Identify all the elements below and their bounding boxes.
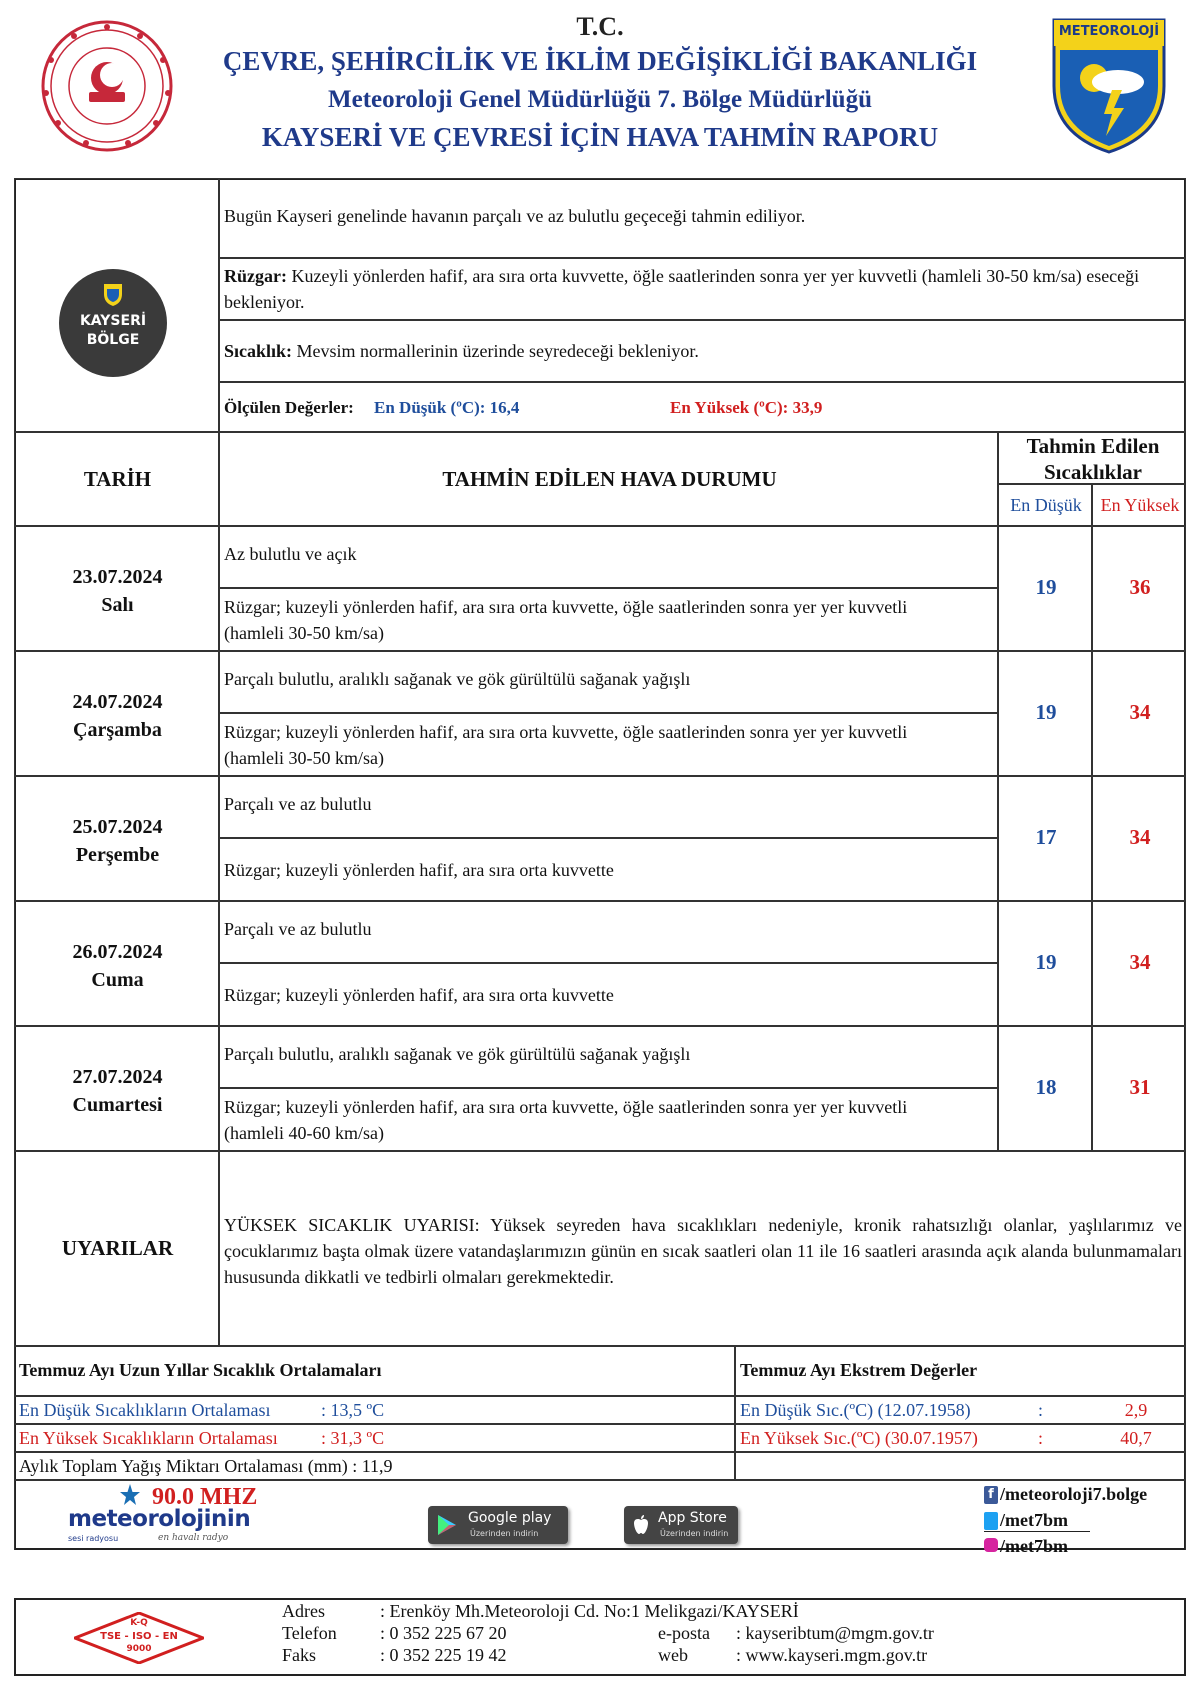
day-min-cell	[998, 1026, 1092, 1151]
today-temp-cell	[219, 320, 1186, 382]
day-date-cell	[14, 901, 219, 1026]
address-label: Adres	[282, 1601, 325, 1621]
header-max: En Yüksek	[1100, 495, 1180, 515]
day-wind: Rüzgar; kuzeyli yönlerden hafif, ara sıra orta kuvvette, öğle saatlerinden sonra yer yer kuvvetli (hamleli 40-60 km/sa)	[224, 1097, 908, 1143]
warnings-label-cell	[14, 1151, 219, 1346]
day-date: 23.07.2024	[72, 566, 163, 588]
averages-min-cell	[14, 1396, 735, 1424]
badge-shield-icon	[103, 283, 123, 307]
header-temps-title-2: Sıcaklıklar	[1043, 460, 1143, 484]
header-date-cell	[14, 432, 219, 526]
averages-title: Temmuz Ayı Uzun Yıllar Sıcaklık Ortalamaları	[19, 1360, 382, 1380]
today-temp	[224, 338, 1174, 364]
header-forecast-cell	[219, 432, 998, 526]
header-tc: T.C.	[576, 12, 624, 41]
app-store-button[interactable]	[624, 1506, 738, 1544]
warnings-text-cell	[219, 1151, 1186, 1346]
meteorology-logo	[1050, 16, 1168, 156]
google-play-icon	[436, 1514, 458, 1536]
email-value[interactable]: : kayseribtum@mgm.gov.tr	[736, 1623, 934, 1643]
twitter-link[interactable]	[984, 1510, 1090, 1532]
day-sky-cell	[219, 1026, 998, 1088]
radio-sub: sesi radyosu	[68, 1534, 119, 1543]
measured-label: Ölçülen Değerler:	[224, 398, 354, 417]
today-wind-label: Rüzgar:	[224, 266, 287, 286]
header-directorate: Meteoroloji Genel Müdürlüğü 7. Bölge Müdürlüğü	[328, 86, 872, 113]
warnings-label: UYARILAR	[61, 1236, 174, 1260]
day-min-cell	[998, 651, 1092, 776]
extremes-max-cell	[735, 1424, 1186, 1452]
app-store-title: App Store	[658, 1510, 727, 1526]
day-max: 34	[1129, 700, 1151, 724]
meteorology-logo-text: METEOROLOJİ	[1058, 24, 1160, 39]
region-badge-cell	[14, 178, 219, 432]
day-min: 18	[1035, 1075, 1057, 1099]
extremes-min-label: En Düşük Sıc.(ºC) (12.07.1958)	[740, 1400, 971, 1420]
day-sky: Parçalı ve az bulutlu	[224, 794, 372, 814]
extremes-min-cell	[735, 1396, 1186, 1424]
day-name: Salı	[101, 594, 134, 616]
google-play-title: Google play	[468, 1510, 552, 1526]
day-date-cell	[14, 526, 219, 651]
day-wind: Rüzgar; kuzeyli yönlerden hafif, ara sıra orta kuvvette, öğle saatlerinden sonra yer yer kuvvetli (hamleli 30-50 km/sa)	[224, 722, 908, 768]
day-date-cell	[14, 776, 219, 901]
day-wind: Rüzgar; kuzeyli yönlerden hafif, ara sıra orta kuvvette	[224, 985, 614, 1005]
day-wind: Rüzgar; kuzeyli yönlerden hafif, ara sıra orta kuvvette, öğle saatlerinden sonra yer yer kuvvetli (hamleli 30-50 km/sa)	[224, 597, 908, 643]
extremes-min-sep: :	[1038, 1400, 1044, 1420]
day-sky: Parçalı bulutlu, aralıklı sağanak ve gök gürültülü sağanak yağışlı	[224, 669, 691, 689]
day-date-cell	[14, 1026, 219, 1151]
twitter-handle: /met7bm	[1000, 1510, 1068, 1530]
header-max-cell	[1092, 484, 1186, 526]
day-name: Cumartesi	[72, 1094, 163, 1116]
header-temps-cell	[998, 432, 1186, 484]
radio-slogan: en havalı radyo	[158, 1533, 229, 1543]
extremes-max-label: En Yüksek Sıc.(ºC) (30.07.1957)	[740, 1428, 978, 1448]
extremes-title: Temmuz Ayı Ekstrem Değerler	[740, 1360, 978, 1380]
measured-min: En Düşük (ºC): 16,4	[374, 398, 520, 417]
apple-icon	[632, 1514, 650, 1536]
day-min-cell	[998, 526, 1092, 651]
address-value: : Erenköy Mh.Meteoroloji Cd. No:1 Melikgazi/KAYSERİ	[380, 1601, 799, 1621]
warnings-text: YÜKSEK SICAKLIK UYARISI: Yüksek seyreden hava sıcaklıkları nedeniyle, kronik rahatsızlığı olanlar, yaşlılarımız ve çocuklarımız başta olmak üzere vatandaşlarımızın günün en sıcak saatleri olan 11 ile 16 saatleri arasında açık alanda bulunmamaları hususunda dikkatli ve tedbirli olmaları gerekmektedir.	[224, 1215, 1182, 1287]
averages-max-label: En Yüksek Sıcaklıkların Ortalaması	[19, 1428, 278, 1448]
day-date: 26.07.2024	[72, 941, 163, 963]
day-min: 19	[1035, 950, 1057, 974]
fax-label: Faks	[282, 1645, 317, 1665]
day-date-cell	[14, 651, 219, 776]
day-min-cell	[998, 776, 1092, 901]
instagram-icon	[984, 1538, 998, 1552]
cert-9000: 9000	[126, 1644, 152, 1654]
today-wind	[224, 263, 1174, 315]
tse-certification	[74, 1612, 204, 1664]
app-store-sub: Üzerinden indirin	[660, 1529, 729, 1538]
day-wind-cell	[219, 1088, 998, 1151]
day-date: 24.07.2024	[72, 691, 163, 713]
day-date: 25.07.2024	[72, 816, 163, 838]
today-wind-text: Kuzeyli yönlerden hafif, ara sıra orta kuvvette, öğle saatlerinden sonra yer yer kuvvetli (hamleli 30-50 km/sa) eseceği bekleniyor.	[224, 266, 1140, 312]
google-play-button[interactable]	[428, 1506, 568, 1544]
radio-frequency: 90.0 MHZ	[152, 1484, 258, 1510]
day-max: 31	[1129, 1075, 1151, 1099]
day-sky: Parçalı bulutlu, aralıklı sağanak ve gök gürültülü sağanak yağışlı	[224, 1044, 691, 1064]
day-max-cell	[1092, 526, 1186, 651]
measured-max: En Yüksek (ºC): 33,9	[670, 398, 823, 417]
web-value[interactable]: : www.kayseri.mgm.gov.tr	[736, 1645, 928, 1665]
averages-max-value: : 31,3 ºC	[321, 1428, 385, 1448]
phone-value: : 0 352 225 67 20	[380, 1623, 507, 1643]
day-max-cell	[1092, 776, 1186, 901]
header-temps-title-1: Tahmin Edilen	[1026, 434, 1160, 458]
averages-min-value: : 13,5 ºC	[321, 1400, 385, 1420]
radio-logo[interactable]	[60, 1484, 290, 1546]
cert-tse: TSE - ISO - EN	[100, 1631, 178, 1642]
fax-value: : 0 352 225 19 42	[380, 1645, 507, 1665]
day-max: 34	[1129, 825, 1151, 849]
twitter-icon	[984, 1512, 998, 1530]
header-report-title: KAYSERİ VE ÇEVRESİ İÇİN HAVA TAHMİN RAPORU	[261, 122, 939, 152]
today-measured-cell	[219, 382, 1186, 432]
day-sky: Parçalı ve az bulutlu	[224, 919, 372, 939]
averages-rain: Aylık Toplam Yağış Miktarı Ortalaması (mm) : 11,9	[19, 1456, 393, 1476]
day-name: Çarşamba	[73, 719, 162, 741]
averages-min-label: En Düşük Sıcaklıkların Ortalaması	[19, 1400, 271, 1420]
header-ministry: ÇEVRE, ŞEHİRCİLİK VE İKLİM DEĞİŞİKLİĞİ BAKANLIĞI	[222, 46, 978, 76]
badge-line-1: KAYSERİ	[79, 313, 147, 329]
day-date: 27.07.2024	[72, 1066, 163, 1088]
extremes-max-value: 40,7	[1120, 1428, 1152, 1448]
day-sky-cell	[219, 901, 998, 963]
extremes-min-value: 2,9	[1124, 1400, 1148, 1420]
day-sky: Az bulutlu ve açık	[224, 544, 357, 564]
header-min: En Düşük	[1010, 495, 1082, 515]
day-wind-cell	[219, 588, 998, 651]
day-min-cell	[998, 901, 1092, 1026]
extremes-empty-cell	[735, 1452, 1186, 1480]
day-name: Perşembe	[75, 844, 160, 866]
day-max: 36	[1129, 575, 1151, 599]
today-summary-cell	[219, 178, 1186, 258]
day-sky-cell	[219, 776, 998, 838]
averages-max-cell	[14, 1424, 735, 1452]
today-temp-text: Mevsim normallerinin üzerinde seyredeceği bekleniyor.	[296, 341, 699, 361]
day-max: 34	[1129, 950, 1151, 974]
badge-line-2: BÖLGE	[86, 332, 140, 348]
email-label: e-posta	[658, 1623, 710, 1643]
today-wind-cell	[219, 258, 1186, 320]
header-date: TARİH	[83, 467, 152, 491]
day-min: 19	[1035, 575, 1057, 599]
instagram-handle: /met7bm	[1000, 1536, 1068, 1556]
day-min: 19	[1035, 700, 1057, 724]
day-wind: Rüzgar; kuzeyli yönlerden hafif, ara sıra orta kuvvette	[224, 860, 614, 880]
day-max-cell	[1092, 1026, 1186, 1151]
day-max-cell	[1092, 901, 1186, 1026]
averages-rain-cell	[14, 1452, 735, 1480]
today-summary: Bugün Kayseri genelinde havanın parçalı ve az bulutlu geçeceği tahmin ediliyor.	[224, 206, 806, 226]
day-name: Cuma	[91, 969, 144, 991]
extremes-title-cell	[735, 1346, 1186, 1396]
instagram-link[interactable]	[984, 1536, 1184, 1558]
facebook-icon: f	[984, 1486, 998, 1504]
phone-label: Telefon	[282, 1623, 337, 1643]
today-temp-label: Sıcaklık:	[224, 341, 293, 361]
star-icon	[120, 1484, 140, 1506]
cert-kq: K-Q	[130, 1618, 148, 1628]
web-label: web	[658, 1645, 688, 1665]
day-wind-cell	[219, 713, 998, 776]
facebook-handle: /meteoroloji7.bolge	[1000, 1484, 1148, 1504]
google-play-sub: Üzerinden indirin	[470, 1529, 539, 1538]
facebook-link[interactable]	[984, 1484, 1184, 1506]
day-min: 17	[1035, 825, 1057, 849]
extremes-max-sep: :	[1038, 1428, 1044, 1448]
header-min-cell	[998, 484, 1092, 526]
day-wind-cell	[219, 838, 998, 901]
averages-title-cell	[14, 1346, 735, 1396]
header-forecast: TAHMİN EDİLEN HAVA DURUMU	[442, 467, 777, 491]
day-sky-cell	[219, 526, 998, 588]
day-max-cell	[1092, 651, 1186, 776]
day-sky-cell	[219, 651, 998, 713]
radio-name: meteorolojinin	[68, 1506, 251, 1532]
day-wind-cell	[219, 963, 998, 1026]
region-badge	[59, 269, 167, 377]
